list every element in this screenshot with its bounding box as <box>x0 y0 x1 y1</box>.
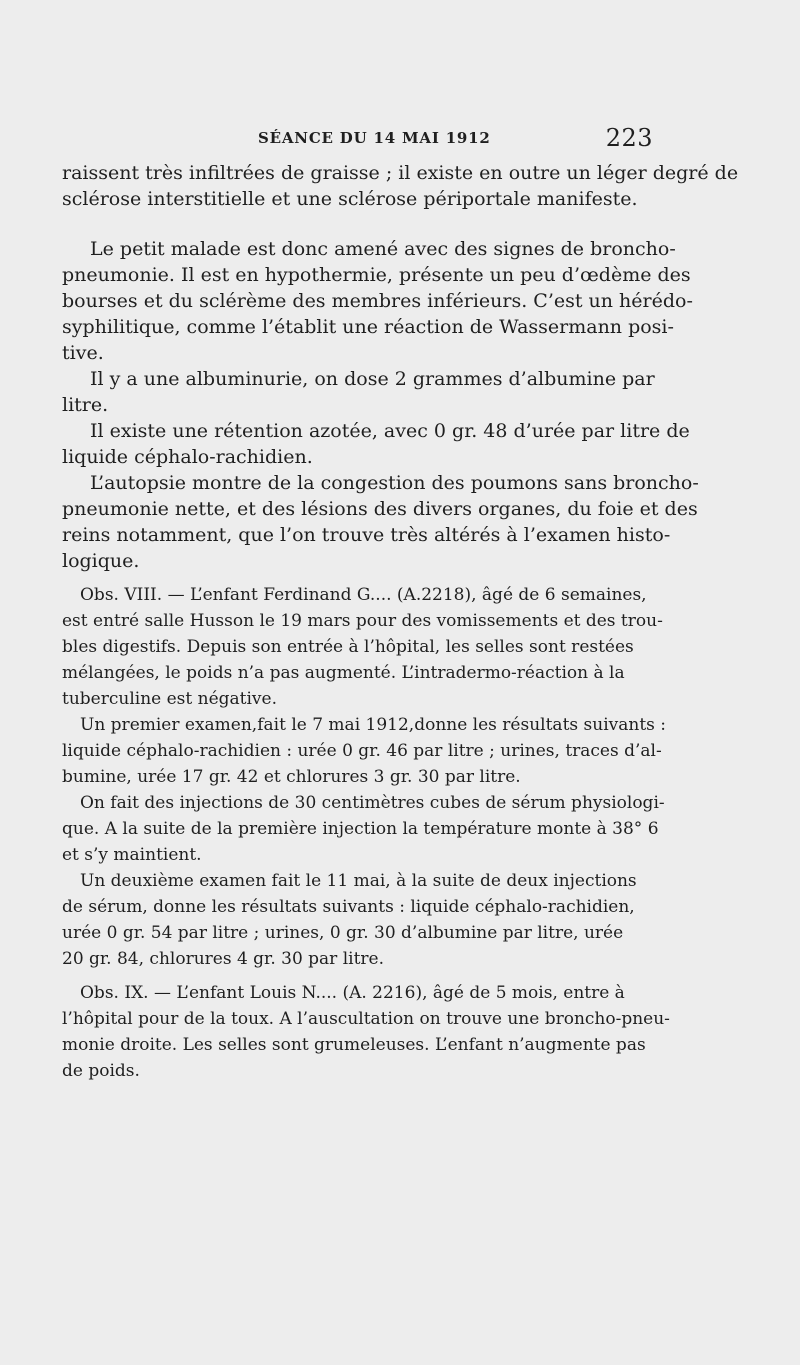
text-line: raissent très infiltrées de graisse ; il existe en outre un léger degré de <box>62 162 739 184</box>
text-line: bourses et du sclérème des membres inférieurs. C’est un hérédo- <box>62 290 693 312</box>
text-line: urée 0 gr. 54 par litre ; urines, 0 gr. 30 d’albumine par litre, urée <box>62 923 624 943</box>
text-line: litre. <box>62 394 109 416</box>
observation-viii-injections <box>62 790 665 868</box>
text-line: l’hôpital pour de la toux. A l’auscultation on trouve une broncho-pneu- <box>62 1009 670 1029</box>
text-line: de poids. <box>62 1061 140 1081</box>
text-line: et s’y maintient. <box>62 845 202 865</box>
text-line: bumine, urée 17 gr. 42 et chlorures 3 gr. 30 par litre. <box>62 767 521 787</box>
paragraph-4 <box>62 418 690 470</box>
paragraph-2 <box>62 236 693 366</box>
text-line: logique. <box>62 550 140 572</box>
text-line: pneumonie nette, et des lésions des divers organes, du foie et des <box>62 498 698 520</box>
page-header <box>258 124 653 154</box>
page-number: 223 <box>605 124 653 152</box>
text-line: Le petit malade est donc amené avec des signes de broncho- <box>90 238 676 260</box>
text-line: Un premier examen,fait le 7 mai 1912,donne les résultats suivants : <box>80 715 667 735</box>
text-line: bles digestifs. Depuis son entrée à l’hôpital, les selles sont restées <box>62 637 634 657</box>
text-line: On fait des injections de 30 centimètres cubes de sérum physiologi- <box>80 793 665 813</box>
text-line: Obs. VIII. — L’enfant Ferdinand G.... (A.2218), âgé de 6 semaines, <box>80 585 647 605</box>
text-line: Il y a une albuminurie, on dose 2 grammes d’albumine par <box>90 368 655 390</box>
text-line: tuberculine est négative. <box>62 689 277 709</box>
text-line: Un deuxième examen fait le 11 mai, à la suite de deux injections <box>80 871 637 891</box>
text-line: est entré salle Husson le 19 mars pour des vomissements et des trou- <box>62 611 663 631</box>
running-head: SÉANCE DU 14 MAI 1912 <box>258 129 491 147</box>
observation-ix <box>62 980 670 1084</box>
text-line: de sérum, donne les résultats suivants : liquide céphalo-rachidien, <box>62 897 635 917</box>
document-body <box>62 160 739 1084</box>
text-line: Il existe une rétention azotée, avec 0 gr. 48 d’urée par litre de <box>90 420 690 442</box>
text-line: monie droite. Les selles sont grumeleuses. L’enfant n’augmente pas <box>62 1035 646 1055</box>
text-line: reins notamment, que l’on trouve très altérés à l’examen histo- <box>62 524 671 546</box>
paragraph-1 <box>62 160 739 212</box>
observation-viii-exam-1 <box>62 712 667 790</box>
text-line: liquide céphalo-rachidien : urée 0 gr. 46 par litre ; urines, traces d’al- <box>62 741 662 761</box>
observation-viii <box>62 582 663 712</box>
text-line: pneumonie. Il est en hypothermie, présente un peu d’œdème des <box>62 264 691 286</box>
text-line: 20 gr. 84, chlorures 4 gr. 30 par litre. <box>62 949 385 969</box>
text-line: L’autopsie montre de la congestion des poumons sans broncho- <box>90 472 699 494</box>
text-line: sclérose interstitielle et une sclérose périportale manifeste. <box>62 188 638 210</box>
text-line: que. A la suite de la première injection la température monte à 38° 6 <box>62 819 659 839</box>
paragraph-5 <box>62 470 699 574</box>
text-line: liquide céphalo-rachidien. <box>62 446 313 468</box>
text-line: tive. <box>62 342 104 364</box>
text-line: mélangées, le poids n’a pas augmenté. L’intradermo-réaction à la <box>62 663 625 683</box>
text-line: syphilitique, comme l’établit une réaction de Wassermann posi- <box>62 316 674 338</box>
paragraph-3 <box>62 366 655 418</box>
text-line: Obs. IX. — L’enfant Louis N.... (A. 2216), âgé de 5 mois, entre à <box>80 983 625 1003</box>
observation-viii-exam-2 <box>62 868 637 972</box>
